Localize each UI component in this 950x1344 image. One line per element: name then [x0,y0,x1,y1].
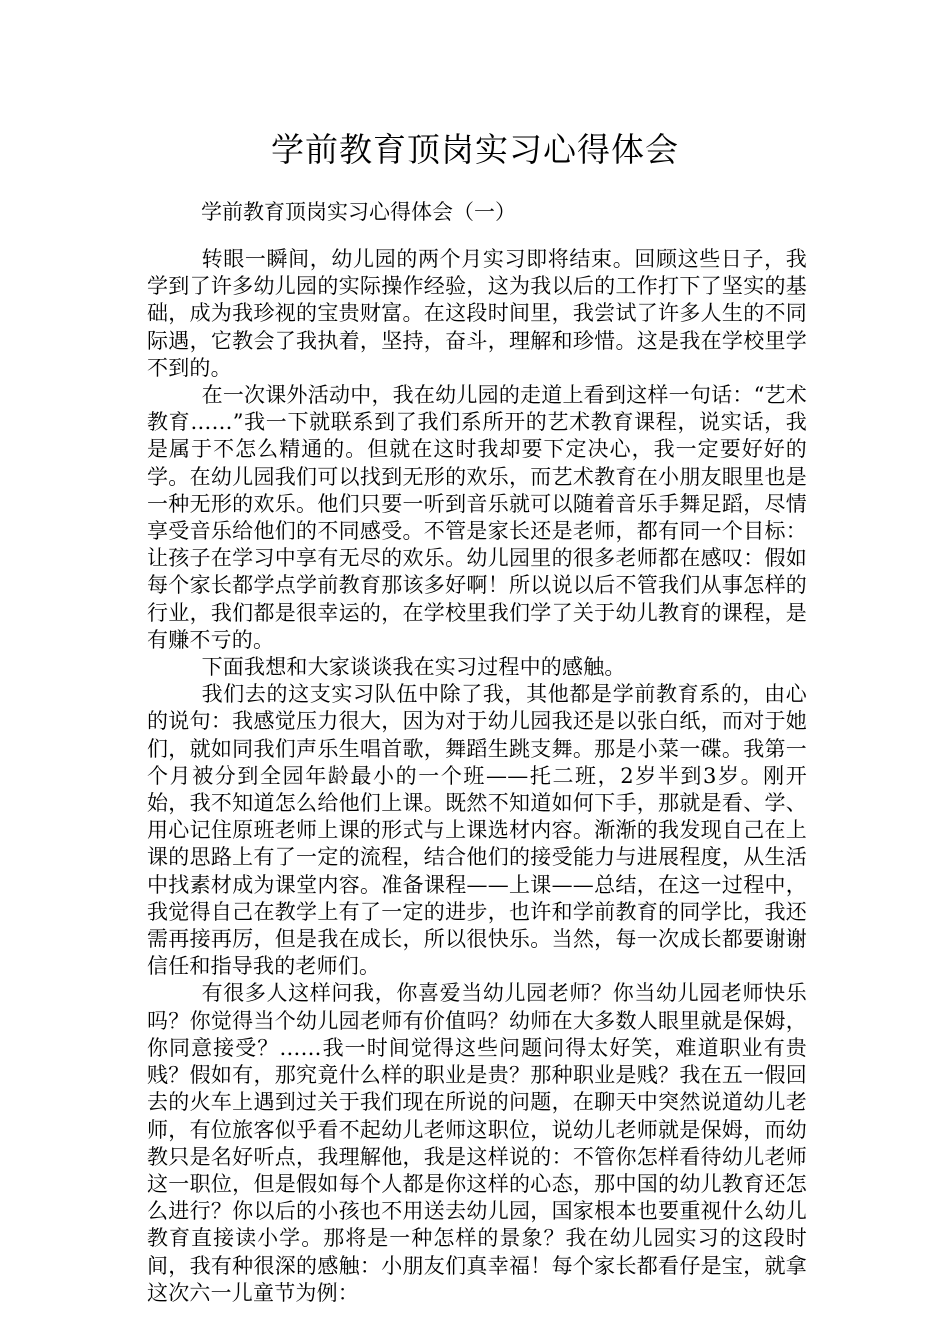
paragraph: 下面我想和大家谈谈我在实习过程中的感触。 [201,655,626,680]
document-title: 学前教育顶岗实习心得体会 [271,130,679,169]
document-subtitle: 学前教育顶岗实习心得体会（一） [201,200,516,224]
paragraph: 我们去的这支实习队伍中除了我，其他都是学前教育系的，由心的说句：我感觉压力很大，因为对于幼儿园我还是以张白纸，而对于她们，就如同我们声乐生唱首歌，舞蹈生跳支舞。那是小菜一碟。我第一个月被分到全园年龄最小的一个班——托二班，2岁半到3岁。刚开始，我不知道怎么给他们上课。既然不知道如何下手，那就是看、学、用心记住原班老师上课的形式与上课选材内容。渐渐的我发现自己在上课的思路上有了一定的流程，结合他们的接受能力与进展程度，从生活中找素材成为课堂内容。准备课程——上课——总结，在这一过程中，我觉得自己在教学上有了一定的进步，也许和学前教育的同学比，我还需再接再厉，但是我在成长，所以很快乐。当然，每一次成长都要谢谢信任和指导我的老师们。 [147,682,807,979]
paragraph: 转眼一瞬间，幼儿园的两个月实习即将结束。回顾这些日子，我学到了许多幼儿园的实际操作经验，这为我以后的工作打下了坚实的基础，成为我珍视的宝贵财富。在这段时间里，我尝试了许多人生的不同际遇，它教会了我执着，坚持，奋斗，理解和珍惜。这是我在学校里学不到的。 [147,247,807,380]
paragraph: 在一次课外活动中，我在幼儿园的走道上看到这样一句话：“艺术教育……”我一下就联系到了我们系所开的艺术教育课程，说实话，我是属于不怎么精通的。但就在这时我却要下定决心，我一定要好好的学。在幼儿园我们可以找到无形的欢乐，而艺术教育在小朋友眼里也是一种无形的欢乐。他们只要一听到音乐就可以随着音乐手舞足蹈，尽情享受音乐给他们的不同感受。不管是家长还是老师，都有同一个目标：让孩子在学习中享有无尽的欢乐。幼儿园里的很多老师都在感叹：假如每个家长都学点学前教育那该多好啊！所以说以后不管我们从事怎样的行业，我们都是很幸运的，在学校里我们学了关于幼儿教育的课程，是有赚不亏的。 [147,383,807,652]
paragraph: 有很多人这样问我，你喜爱当幼儿园老师？你当幼儿园老师快乐吗？你觉得当个幼儿园老师有价值吗？幼师在大多数人眼里就是保姆，你同意接受？……我一时间觉得这些问题问得太好笑，难道职业有贵贱？假如有，那究竟什么样的职业是贵？那种职业是贱？我在五一假回去的火车上遇到过关于我们现在所说的问题，在聊天中突然说道幼儿老师，有位旅客似乎看不起幼儿老师这职位，说幼儿老师就是保姆，而幼教只是名好听点，我理解他，我是这样说的：不管你怎样看待幼儿老师这一职位，但是假如每个人都是你这样的心态，那中国的幼儿教育还怎么进行？你以后的小孩也不用送去幼儿园，国家根本也要重视什么幼儿教育直接读小学。那将是一种怎样的景象？我在幼儿园实习的这段时间，我有种很深的感触：小朋友们真幸福！每个家长都看仔是宝，就拿这次六一儿童节为例： [147,981,807,1305]
document-body [147,246,807,1307]
